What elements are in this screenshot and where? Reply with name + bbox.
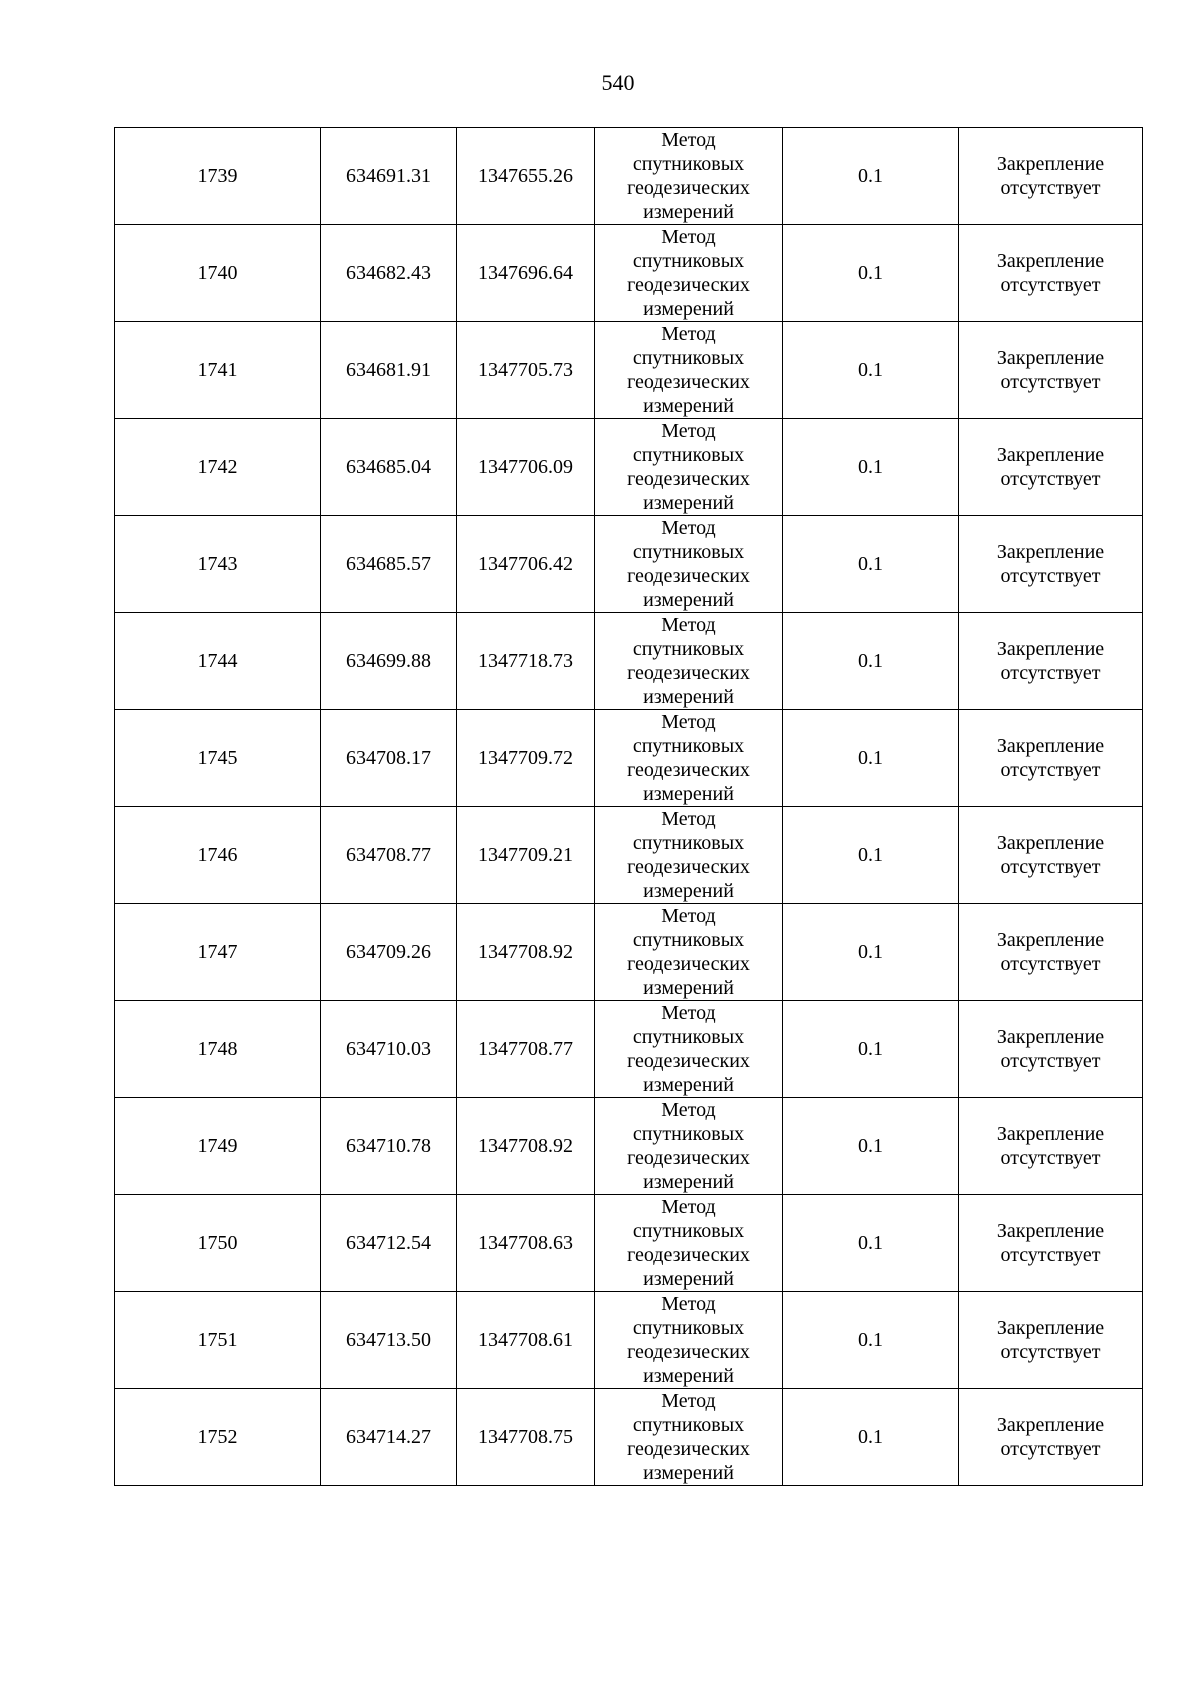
- point-number-text: 1740: [197, 262, 238, 284]
- coordinate-y-cell: [457, 710, 595, 807]
- table-row: [115, 516, 1143, 613]
- accuracy-cell: [783, 128, 959, 225]
- coordinate-y-cell: [457, 419, 595, 516]
- table-row: [115, 1389, 1143, 1486]
- coordinate-y-cell: [457, 516, 595, 613]
- coordinate-x-text: 634681.91: [346, 359, 431, 381]
- table-row: [115, 322, 1143, 419]
- coordinate-y-cell: [457, 225, 595, 322]
- coordinate-x-text: 634713.50: [346, 1329, 431, 1351]
- point-number-cell: [115, 1292, 321, 1389]
- point-number-cell: [115, 1195, 321, 1292]
- coordinate-y-text: 1347708.77: [478, 1038, 573, 1060]
- point-number-text: 1748: [197, 1038, 238, 1060]
- method-cell: [595, 1389, 783, 1486]
- coordinate-y-text: 1347708.75: [478, 1426, 573, 1448]
- accuracy-text: 0.1: [858, 553, 883, 575]
- accuracy-text: 0.1: [858, 1329, 883, 1351]
- accuracy-text: 0.1: [858, 1232, 883, 1254]
- fixing-cell: [959, 1001, 1143, 1098]
- method-text: Метод спутниковых геодезических измерений: [627, 808, 750, 902]
- accuracy-text: 0.1: [858, 650, 883, 672]
- fixing-text: Закрепление отсутствует: [996, 1123, 1105, 1169]
- method-text: Метод спутниковых геодезических измерений: [627, 226, 750, 320]
- accuracy-text: 0.1: [858, 1038, 883, 1060]
- point-number-cell: [115, 904, 321, 1001]
- accuracy-cell: [783, 322, 959, 419]
- table-row: [115, 1001, 1143, 1098]
- point-number-cell: [115, 1001, 321, 1098]
- method-text: Метод спутниковых геодезических измерений: [627, 905, 750, 999]
- accuracy-text: 0.1: [858, 1135, 883, 1157]
- table-row: [115, 710, 1143, 807]
- table-row: [115, 1195, 1143, 1292]
- fixing-text: Закрепление отсутствует: [996, 1026, 1105, 1072]
- coordinate-y-text: 1347655.26: [478, 165, 573, 187]
- coordinate-y-text: 1347718.73: [478, 650, 573, 672]
- point-number-cell: [115, 710, 321, 807]
- fixing-cell: [959, 225, 1143, 322]
- coordinate-x-cell: [321, 128, 457, 225]
- method-text: Метод спутниковых геодезических измерений: [627, 1002, 750, 1096]
- fixing-cell: [959, 516, 1143, 613]
- fixing-text: Закрепление отсутствует: [996, 638, 1105, 684]
- coordinate-y-cell: [457, 1195, 595, 1292]
- method-cell: [595, 225, 783, 322]
- point-number-cell: [115, 128, 321, 225]
- point-number-cell: [115, 516, 321, 613]
- fixing-cell: [959, 613, 1143, 710]
- accuracy-cell: [783, 1389, 959, 1486]
- method-cell: [595, 613, 783, 710]
- accuracy-text: 0.1: [858, 747, 883, 769]
- point-number-text: 1747: [197, 941, 238, 963]
- coordinate-x-text: 634712.54: [346, 1232, 431, 1254]
- coordinate-x-cell: [321, 419, 457, 516]
- coordinate-y-text: 1347696.64: [478, 262, 573, 284]
- coordinate-y-text: 1347705.73: [478, 359, 573, 381]
- coordinate-x-text: 634709.26: [346, 941, 431, 963]
- coordinate-x-cell: [321, 1292, 457, 1389]
- method-text: Метод спутниковых геодезических измерений: [627, 1293, 750, 1387]
- point-number-text: 1750: [197, 1232, 238, 1254]
- method-text: Метод спутниковых геодезических измерений: [627, 1099, 750, 1193]
- coordinate-x-cell: [321, 322, 457, 419]
- accuracy-text: 0.1: [858, 941, 883, 963]
- point-number-cell: [115, 1389, 321, 1486]
- coordinate-x-text: 634685.57: [346, 553, 431, 575]
- coordinate-x-text: 634714.27: [346, 1426, 431, 1448]
- fixing-text: Закрепление отсутствует: [996, 1414, 1105, 1460]
- coordinate-x-text: 634699.88: [346, 650, 431, 672]
- point-number-text: 1744: [197, 650, 238, 672]
- table-row: [115, 904, 1143, 1001]
- method-cell: [595, 128, 783, 225]
- method-cell: [595, 322, 783, 419]
- accuracy-cell: [783, 807, 959, 904]
- coordinate-x-cell: [321, 1098, 457, 1195]
- coordinate-y-text: 1347708.92: [478, 941, 573, 963]
- point-number-text: 1741: [197, 359, 238, 381]
- point-number-text: 1742: [197, 456, 238, 478]
- fixing-text: Закрепление отсутствует: [996, 735, 1105, 781]
- table-row: [115, 128, 1143, 225]
- coordinate-y-cell: [457, 1001, 595, 1098]
- method-cell: [595, 1195, 783, 1292]
- table-row: [115, 1098, 1143, 1195]
- fixing-cell: [959, 807, 1143, 904]
- fixing-text: Закрепление отсутствует: [996, 444, 1105, 490]
- accuracy-text: 0.1: [858, 1426, 883, 1448]
- accuracy-cell: [783, 613, 959, 710]
- table-row: [115, 419, 1143, 516]
- accuracy-text: 0.1: [858, 262, 883, 284]
- table-row: [115, 613, 1143, 710]
- method-cell: [595, 1292, 783, 1389]
- coordinate-x-cell: [321, 710, 457, 807]
- point-number-text: 1743: [197, 553, 238, 575]
- method-text: Метод спутниковых геодезических измерений: [627, 711, 750, 805]
- point-number-cell: [115, 613, 321, 710]
- point-number-cell: [115, 1098, 321, 1195]
- coordinate-y-cell: [457, 1098, 595, 1195]
- fixing-cell: [959, 322, 1143, 419]
- coordinate-y-cell: [457, 1292, 595, 1389]
- coordinate-x-text: 634685.04: [346, 456, 431, 478]
- fixing-cell: [959, 1389, 1143, 1486]
- coordinate-y-text: 1347708.63: [478, 1232, 573, 1254]
- method-cell: [595, 710, 783, 807]
- point-number-text: 1745: [197, 747, 238, 769]
- accuracy-text: 0.1: [858, 165, 883, 187]
- method-text: Метод спутниковых геодезических измерений: [627, 1390, 750, 1484]
- accuracy-text: 0.1: [858, 456, 883, 478]
- point-number-cell: [115, 807, 321, 904]
- coordinate-x-text: 634710.78: [346, 1135, 431, 1157]
- coordinate-y-text: 1347708.61: [478, 1329, 573, 1351]
- method-cell: [595, 1098, 783, 1195]
- point-number-text: 1746: [197, 844, 238, 866]
- accuracy-cell: [783, 225, 959, 322]
- fixing-text: Закрепление отсутствует: [996, 1317, 1105, 1363]
- coordinate-x-cell: [321, 613, 457, 710]
- fixing-cell: [959, 1098, 1143, 1195]
- point-number-cell: [115, 419, 321, 516]
- method-cell: [595, 419, 783, 516]
- coordinate-x-cell: [321, 904, 457, 1001]
- method-text: Метод спутниковых геодезических измерений: [627, 1196, 750, 1290]
- point-number-cell: [115, 225, 321, 322]
- method-text: Метод спутниковых геодезических измерений: [627, 614, 750, 708]
- coordinate-y-text: 1347706.42: [478, 553, 573, 575]
- table-row: [115, 225, 1143, 322]
- accuracy-cell: [783, 1195, 959, 1292]
- coordinate-y-cell: [457, 322, 595, 419]
- point-number-text: 1752: [197, 1426, 238, 1448]
- method-text: Метод спутниковых геодезических измерений: [627, 323, 750, 417]
- coordinate-y-text: 1347708.92: [478, 1135, 573, 1157]
- coordinate-y-cell: [457, 613, 595, 710]
- coordinates-table: [114, 127, 1143, 1486]
- point-number-text: 1739: [197, 165, 238, 187]
- coordinate-x-cell: [321, 225, 457, 322]
- accuracy-text: 0.1: [858, 359, 883, 381]
- method-text: Метод спутниковых геодезических измерений: [627, 129, 750, 223]
- accuracy-cell: [783, 419, 959, 516]
- fixing-cell: [959, 1292, 1143, 1389]
- fixing-text: Закрепление отсутствует: [996, 1220, 1105, 1266]
- method-cell: [595, 904, 783, 1001]
- coordinate-x-cell: [321, 516, 457, 613]
- accuracy-cell: [783, 516, 959, 613]
- fixing-cell: [959, 904, 1143, 1001]
- coordinate-y-text: 1347709.21: [478, 844, 573, 866]
- point-number-text: 1749: [197, 1135, 238, 1157]
- fixing-cell: [959, 128, 1143, 225]
- accuracy-cell: [783, 1098, 959, 1195]
- table-body: [115, 128, 1143, 1486]
- coordinate-x-text: 634710.03: [346, 1038, 431, 1060]
- accuracy-cell: [783, 710, 959, 807]
- fixing-text: Закрепление отсутствует: [996, 832, 1105, 878]
- coordinate-x-text: 634691.31: [346, 165, 431, 187]
- coordinate-x-cell: [321, 1389, 457, 1486]
- point-number-cell: [115, 322, 321, 419]
- fixing-text: Закрепление отсутствует: [996, 250, 1105, 296]
- fixing-cell: [959, 710, 1143, 807]
- coordinate-x-cell: [321, 1195, 457, 1292]
- coordinate-y-text: 1347706.09: [478, 456, 573, 478]
- accuracy-cell: [783, 1292, 959, 1389]
- table-row: [115, 1292, 1143, 1389]
- table-row: [115, 807, 1143, 904]
- fixing-text: Закрепление отсутствует: [996, 347, 1105, 393]
- point-number-text: 1751: [197, 1329, 238, 1351]
- accuracy-cell: [783, 1001, 959, 1098]
- method-cell: [595, 1001, 783, 1098]
- fixing-text: Закрепление отсутствует: [996, 929, 1105, 975]
- coordinate-y-cell: [457, 807, 595, 904]
- method-cell: [595, 807, 783, 904]
- fixing-text: Закрепление отсутствует: [996, 541, 1105, 587]
- accuracy-text: 0.1: [858, 844, 883, 866]
- fixing-text: Закрепление отсутствует: [996, 153, 1105, 199]
- coordinate-x-cell: [321, 807, 457, 904]
- coordinate-x-text: 634682.43: [346, 262, 431, 284]
- fixing-cell: [959, 1195, 1143, 1292]
- method-text: Метод спутниковых геодезических измерений: [627, 420, 750, 514]
- accuracy-cell: [783, 904, 959, 1001]
- coordinate-y-cell: [457, 128, 595, 225]
- coordinate-x-text: 634708.77: [346, 844, 431, 866]
- coordinate-y-cell: [457, 1389, 595, 1486]
- coordinate-x-text: 634708.17: [346, 747, 431, 769]
- method-text: Метод спутниковых геодезических измерений: [627, 517, 750, 611]
- coordinate-y-text: 1347709.72: [478, 747, 573, 769]
- coordinate-x-cell: [321, 1001, 457, 1098]
- coordinate-y-cell: [457, 904, 595, 1001]
- method-cell: [595, 516, 783, 613]
- page-number: 540: [601, 70, 635, 95]
- fixing-cell: [959, 419, 1143, 516]
